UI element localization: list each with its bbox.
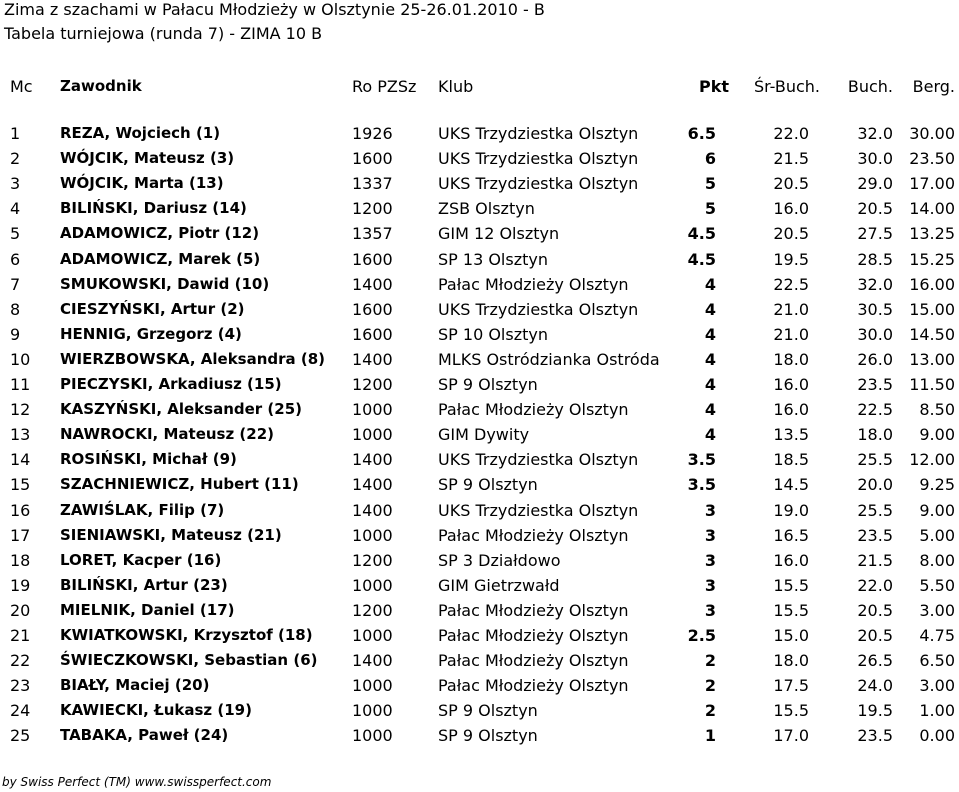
row-place: 4 [10, 199, 21, 219]
header-points: Pkt [698, 77, 729, 96]
header-berger: Berg. [912, 77, 955, 96]
table-row [0, 297, 959, 322]
row-place: 21 [10, 626, 31, 645]
row-points: 6 [704, 149, 716, 169]
row-player-name: WIERZBOWSKA, Aleksandra (8) [60, 349, 326, 368]
row-player-name: KWIATKOWSKI, Krzysztof (18) [60, 626, 313, 644]
row-berger: 16.00 [909, 274, 955, 294]
row-buchholz: 23.5 [857, 375, 893, 394]
row-points: 4 [704, 274, 716, 294]
row-club: Pałac Młodzieży Olsztyn [438, 651, 629, 671]
row-buchholz: 26.5 [857, 651, 893, 671]
row-median-buchholz: 14.5 [773, 475, 809, 495]
row-rating: 1200 [352, 550, 393, 570]
table-row [0, 648, 959, 673]
row-place: 24 [10, 701, 31, 721]
row-berger: 23.50 [909, 149, 955, 169]
row-median-buchholz: 15.5 [773, 701, 809, 721]
row-player-name: ZAWIŚLAK, Filip (7) [60, 500, 225, 519]
row-median-buchholz: 16.0 [773, 199, 809, 219]
row-place: 17 [10, 525, 31, 545]
row-place: 1 [10, 124, 21, 143]
row-club: UKS Trzydziestka Olsztyn [438, 299, 639, 319]
row-place: 5 [10, 224, 21, 244]
table-row [0, 221, 959, 246]
table-row [0, 447, 959, 472]
row-place: 12 [10, 400, 31, 420]
row-place: 25 [10, 726, 31, 746]
row-club: MLKS Ostródzianka Ostróda [438, 349, 660, 369]
row-place: 2 [10, 149, 21, 169]
row-median-buchholz: 15.0 [773, 626, 809, 645]
header-club: Klub [438, 77, 474, 96]
row-buchholz: 27.5 [857, 224, 893, 244]
row-berger: 14.50 [909, 324, 955, 344]
row-points: 4 [704, 375, 716, 394]
row-points: 5 [704, 174, 716, 194]
row-club: UKS Trzydziestka Olsztyn [438, 124, 639, 143]
row-median-buchholz: 22.0 [773, 124, 809, 143]
row-points: 4 [704, 400, 716, 420]
row-player-name: ŚWIECZKOWSKI, Sebastian (6) [60, 651, 318, 670]
row-points: 3 [704, 500, 716, 520]
table-row [0, 548, 959, 573]
row-club: Pałac Młodzieży Olsztyn [438, 274, 629, 294]
row-place: 13 [10, 425, 31, 445]
row-berger: 6.50 [919, 651, 955, 671]
row-player-name: SMUKOWSKI, Dawid (10) [60, 274, 270, 293]
row-club: Pałac Młodzieży Olsztyn [438, 676, 629, 696]
row-buchholz: 30.0 [857, 149, 893, 169]
row-points: 2 [704, 651, 716, 671]
table-row [0, 598, 959, 623]
row-berger: 17.00 [909, 174, 955, 194]
footer-credit: by Swiss Perfect (TM) www.swissperfect.com [2, 775, 272, 789]
table-row [0, 347, 959, 372]
row-player-name: SIENIAWSKI, Mateusz (21) [60, 525, 282, 544]
row-rating: 1600 [352, 324, 393, 344]
row-buchholz: 20.5 [857, 626, 893, 645]
row-club: ZSB Olsztyn [438, 199, 535, 219]
row-rating: 1400 [352, 349, 393, 369]
row-points: 4 [704, 299, 716, 319]
table-row [0, 272, 959, 297]
row-berger: 9.00 [919, 500, 955, 520]
row-points: 4 [704, 349, 716, 369]
row-median-buchholz: 19.0 [773, 500, 809, 520]
row-median-buchholz: 18.5 [773, 450, 809, 470]
row-rating: 1400 [352, 651, 393, 671]
row-berger: 13.00 [909, 349, 955, 369]
row-points: 3 [704, 575, 716, 595]
row-berger: 5.50 [919, 575, 955, 595]
row-player-name: CIESZYŃSKI, Artur (2) [60, 299, 245, 318]
row-club: SP 13 Olsztyn [438, 249, 548, 269]
row-player-name: HENNIG, Grzegorz (4) [60, 324, 242, 343]
table-row [0, 171, 959, 196]
row-player-name: KAWIECKI, Łukasz (19) [60, 701, 252, 720]
row-median-buchholz: 16.0 [773, 400, 809, 420]
row-player-name: SZACHNIEWICZ, Hubert (11) [60, 475, 299, 494]
row-club: SP 9 Olsztyn [438, 475, 538, 495]
row-club: GIM Dywity [438, 425, 530, 445]
row-rating: 1000 [352, 626, 393, 645]
row-rating: 1000 [352, 676, 393, 696]
table-row [0, 623, 959, 648]
row-player-name: MIELNIK, Daniel (17) [60, 600, 235, 619]
row-buchholz: 32.0 [857, 124, 893, 143]
row-berger: 13.25 [909, 224, 955, 244]
row-buchholz: 25.5 [857, 450, 893, 470]
row-rating: 1400 [352, 500, 393, 520]
row-buchholz: 23.5 [857, 525, 893, 545]
row-berger: 8.00 [919, 550, 955, 570]
row-points: 2 [704, 676, 716, 696]
row-player-name: BILIŃSKI, Artur (23) [60, 575, 228, 594]
row-points: 3 [704, 525, 716, 545]
row-median-buchholz: 21.5 [773, 149, 809, 169]
row-rating: 1926 [352, 124, 393, 143]
row-place: 18 [10, 550, 31, 570]
row-club: GIM 12 Olsztyn [438, 224, 560, 244]
row-berger: 12.00 [909, 450, 955, 470]
row-buchholz: 22.5 [857, 400, 893, 420]
row-buchholz: 19.5 [857, 701, 893, 721]
row-buchholz: 30.5 [857, 299, 893, 319]
row-player-name: LORET, Kacper (16) [60, 550, 222, 569]
table-row [0, 698, 959, 723]
header-name: Zawodnik [60, 77, 142, 95]
row-place: 3 [10, 174, 21, 194]
header-median-buchholz: Śr-Buch. [753, 77, 820, 96]
row-buchholz: 18.0 [857, 425, 893, 445]
row-rating: 1337 [352, 174, 393, 194]
row-points: 4.5 [687, 224, 716, 244]
row-club: Pałac Młodzieży Olsztyn [438, 400, 629, 420]
row-median-buchholz: 19.5 [773, 249, 809, 269]
table-row [0, 196, 959, 221]
row-buchholz: 28.5 [857, 249, 893, 269]
row-club: UKS Trzydziestka Olsztyn [438, 500, 639, 520]
row-player-name: NAWROCKI, Mateusz (22) [60, 425, 275, 444]
row-points: 3.5 [687, 475, 716, 495]
row-rating: 1000 [352, 726, 393, 746]
row-rating: 1600 [352, 249, 393, 269]
table-row [0, 498, 959, 523]
row-median-buchholz: 17.5 [773, 676, 809, 696]
header-buchholz: Buch. [847, 77, 893, 96]
row-berger: 15.25 [909, 249, 955, 269]
row-median-buchholz: 18.0 [773, 349, 809, 369]
row-rating: 1000 [352, 701, 393, 721]
row-points: 6.5 [687, 124, 716, 143]
header-mc: Mc [10, 77, 33, 96]
table-row [0, 673, 959, 698]
row-buchholz: 30.0 [857, 324, 893, 344]
row-points: 3 [704, 550, 716, 570]
table-header [0, 74, 959, 99]
row-berger: 9.00 [919, 425, 955, 445]
row-berger: 11.50 [909, 375, 955, 394]
header-rating: Ro PZSz [352, 77, 417, 96]
row-club: Pałac Młodzieży Olsztyn [438, 600, 629, 620]
row-player-name: BIAŁY, Maciej (20) [60, 676, 210, 695]
row-buchholz: 23.5 [857, 726, 893, 746]
row-place: 6 [10, 249, 21, 269]
table-row [0, 723, 959, 748]
page-subtitle: Tabela turniejowa (runda 7) - ZIMA 10 B [4, 24, 323, 43]
row-berger: 9.25 [919, 475, 955, 495]
table-row [0, 322, 959, 347]
row-club: UKS Trzydziestka Olsztyn [438, 450, 639, 470]
row-place: 19 [10, 575, 31, 595]
row-place: 16 [10, 500, 31, 520]
row-place: 23 [10, 676, 31, 696]
row-median-buchholz: 16.5 [773, 525, 809, 545]
row-median-buchholz: 22.5 [773, 274, 809, 294]
row-median-buchholz: 20.5 [773, 174, 809, 194]
row-club: SP 9 Olsztyn [438, 726, 538, 746]
table-row [0, 472, 959, 497]
row-median-buchholz: 21.0 [773, 324, 809, 344]
table-row [0, 573, 959, 598]
row-player-name: KASZYŃSKI, Aleksander (25) [60, 400, 302, 419]
row-club: GIM Gietrzwałd [438, 575, 560, 595]
row-place: 20 [10, 600, 31, 620]
table-row [0, 523, 959, 548]
row-player-name: BILIŃSKI, Dariusz (14) [60, 199, 247, 218]
row-place: 9 [10, 324, 21, 344]
row-player-name: WÓJCIK, Marta (13) [60, 174, 224, 193]
row-buchholz: 20.0 [857, 475, 893, 495]
row-median-buchholz: 21.0 [773, 299, 809, 319]
row-player-name: WÓJCIK, Mateusz (3) [60, 149, 235, 168]
row-club: SP 9 Olsztyn [438, 701, 538, 721]
row-berger: 4.75 [919, 626, 955, 645]
row-points: 4 [704, 425, 716, 445]
table-row [0, 422, 959, 447]
row-berger: 15.00 [909, 299, 955, 319]
row-buchholz: 21.5 [857, 550, 893, 570]
row-rating: 1000 [352, 400, 393, 420]
row-club: UKS Trzydziestka Olsztyn [438, 149, 639, 169]
row-player-name: REZA, Wojciech (1) [60, 124, 221, 142]
row-rating: 1200 [352, 199, 393, 219]
row-player-name: TABAKA, Paweł (24) [60, 726, 229, 745]
row-player-name: ADAMOWICZ, Marek (5) [60, 249, 261, 268]
row-buchholz: 29.0 [857, 174, 893, 194]
row-place: 14 [10, 450, 31, 470]
row-rating: 1600 [352, 299, 393, 319]
row-club: Pałac Młodzieży Olsztyn [438, 525, 629, 545]
row-club: UKS Trzydziestka Olsztyn [438, 174, 639, 194]
row-rating: 1000 [352, 525, 393, 545]
row-points: 4.5 [687, 249, 716, 269]
row-berger: 14.00 [909, 199, 955, 219]
row-median-buchholz: 17.0 [773, 726, 809, 746]
row-berger: 5.00 [919, 525, 955, 545]
row-rating: 1357 [352, 224, 393, 244]
row-place: 11 [10, 375, 31, 394]
row-rating: 1200 [352, 600, 393, 620]
row-place: 8 [10, 299, 21, 319]
row-place: 10 [10, 349, 31, 369]
row-berger: 0.00 [919, 726, 955, 746]
row-rating: 1400 [352, 475, 393, 495]
row-median-buchholz: 13.5 [773, 425, 809, 445]
table-row [0, 397, 959, 422]
row-buchholz: 32.0 [857, 274, 893, 294]
row-median-buchholz: 18.0 [773, 651, 809, 671]
row-points: 3 [704, 600, 716, 620]
page-title: Zima z szachami w Pałacu Młodzieży w Olsztynie 25-26.01.2010 - B [4, 0, 545, 19]
row-berger: 30.00 [909, 124, 955, 143]
table-row [0, 247, 959, 272]
table-row [0, 121, 959, 146]
row-rating: 1600 [352, 149, 393, 169]
row-buchholz: 20.5 [857, 600, 893, 620]
row-median-buchholz: 16.0 [773, 550, 809, 570]
row-points: 5 [704, 199, 716, 219]
row-buchholz: 20.5 [857, 199, 893, 219]
row-club: SP 9 Olsztyn [438, 375, 538, 394]
row-rating: 1000 [352, 575, 393, 595]
row-buchholz: 26.0 [857, 349, 893, 369]
row-points: 2.5 [687, 626, 716, 645]
row-club: SP 10 Olsztyn [438, 324, 548, 344]
row-rating: 1200 [352, 375, 393, 394]
row-berger: 1.00 [919, 701, 955, 721]
row-player-name: ROSIŃSKI, Michał (9) [60, 450, 237, 469]
row-points: 4 [704, 324, 716, 344]
row-place: 22 [10, 651, 31, 671]
row-rating: 1400 [352, 274, 393, 294]
row-points: 2 [704, 701, 716, 721]
row-place: 15 [10, 475, 31, 495]
table-row [0, 146, 959, 171]
row-median-buchholz: 16.0 [773, 375, 809, 394]
table-row [0, 372, 959, 397]
row-median-buchholz: 15.5 [773, 600, 809, 620]
row-buchholz: 22.0 [857, 575, 893, 595]
row-median-buchholz: 20.5 [773, 224, 809, 244]
row-berger: 8.50 [919, 400, 955, 420]
row-club: SP 3 Działdowo [438, 550, 561, 570]
row-points: 3.5 [687, 450, 716, 470]
row-points: 1 [704, 726, 716, 746]
row-buchholz: 24.0 [857, 676, 893, 696]
row-player-name: PIECZYSKI, Arkadiusz (15) [60, 375, 282, 393]
row-club: Pałac Młodzieży Olsztyn [438, 626, 629, 645]
row-berger: 3.00 [919, 676, 955, 696]
row-buchholz: 25.5 [857, 500, 893, 520]
row-berger: 3.00 [919, 600, 955, 620]
row-median-buchholz: 15.5 [773, 575, 809, 595]
row-rating: 1000 [352, 425, 393, 445]
row-rating: 1400 [352, 450, 393, 470]
row-place: 7 [10, 274, 21, 294]
row-player-name: ADAMOWICZ, Piotr (12) [60, 224, 260, 243]
